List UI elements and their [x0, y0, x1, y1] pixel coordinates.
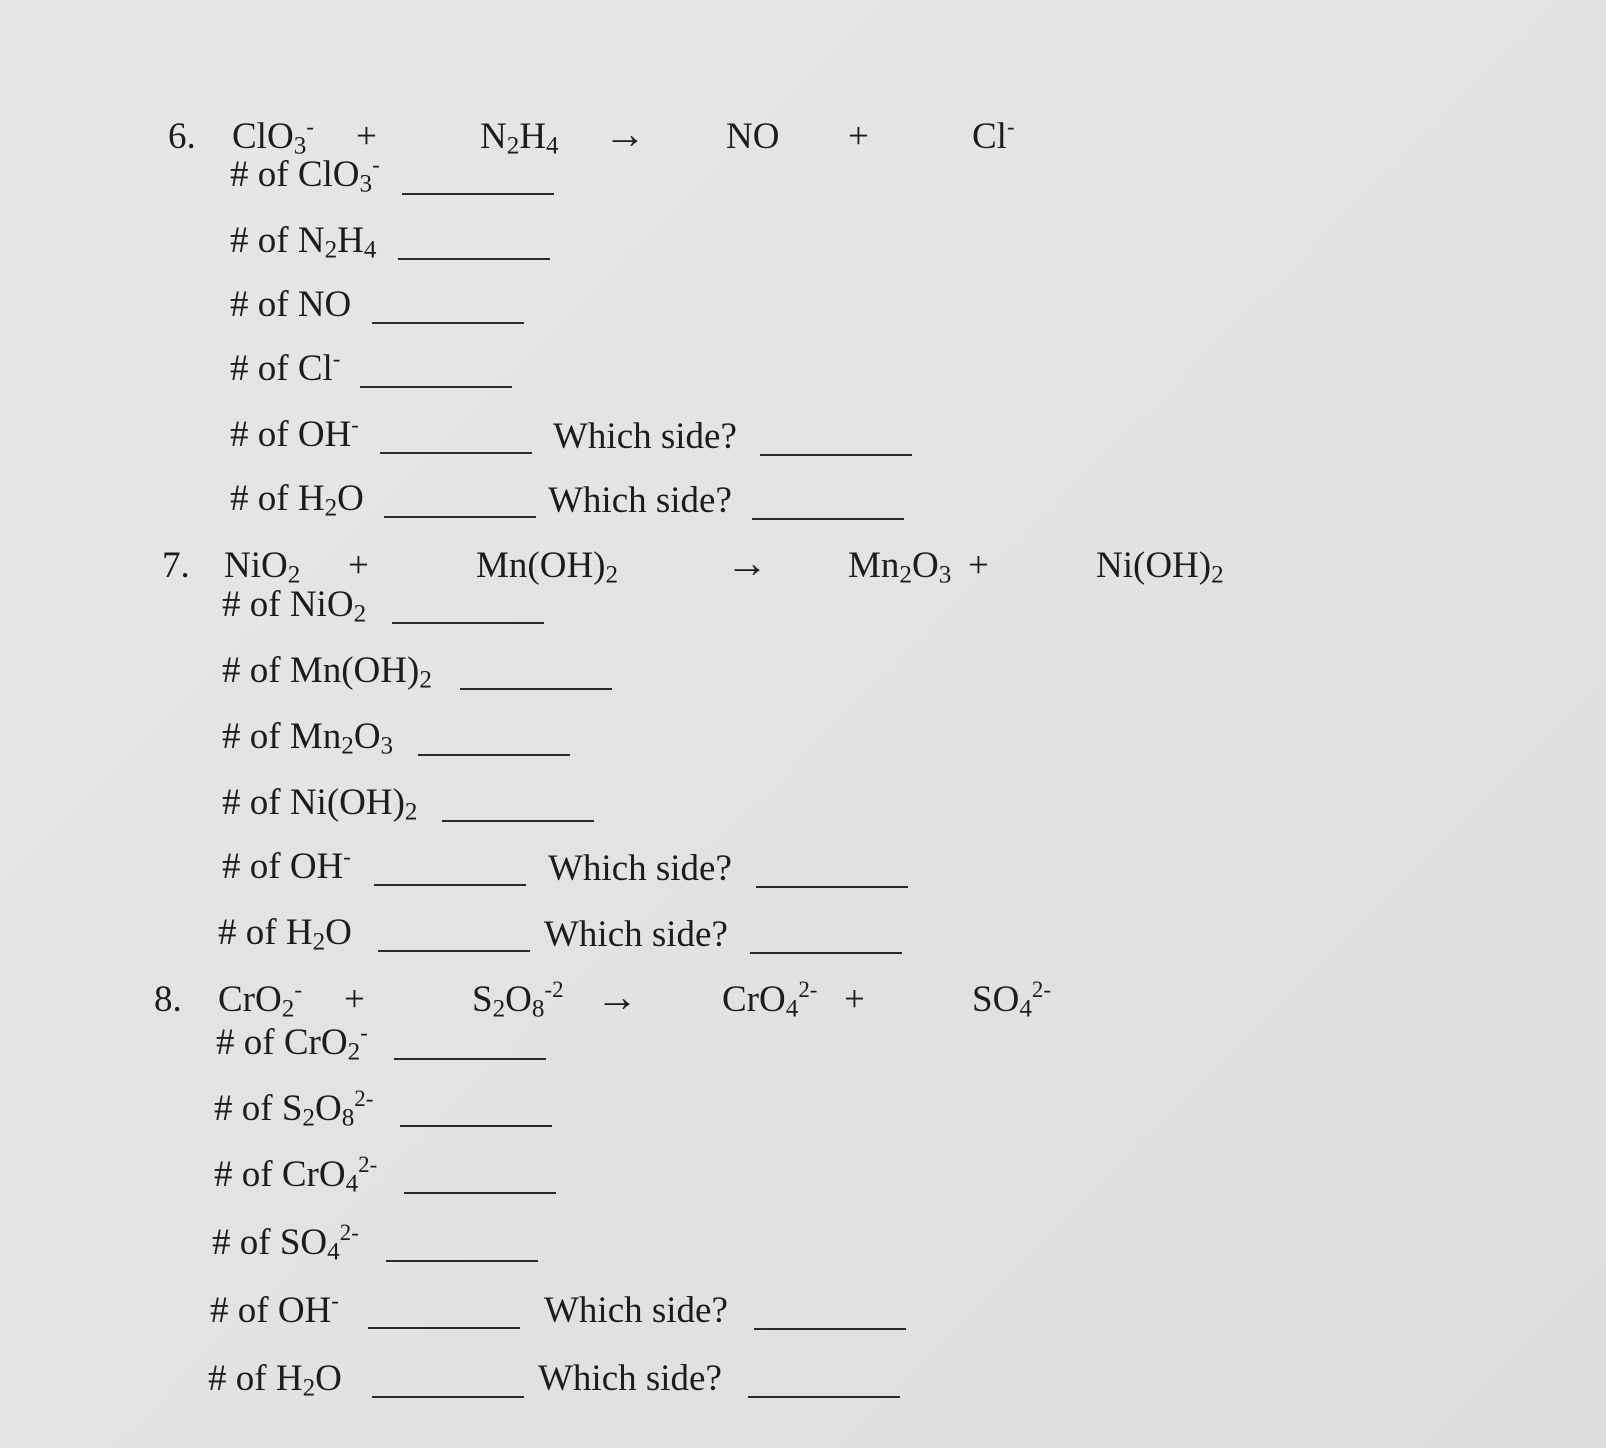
problem-number: 7.: [162, 545, 190, 586]
answer-blank-nio2[interactable]: [392, 622, 544, 624]
product-1: $Mn_2O_3$: [848, 545, 952, 589]
answer-blank-oh[interactable]: [368, 1327, 520, 1329]
answer-blank-no[interactable]: [372, 322, 524, 324]
count-label-h2o: # of $H_2O$: [230, 478, 364, 522]
product-2: $SO_4^{2-}$: [972, 976, 1051, 1023]
answer-blank-h2o[interactable]: [372, 1396, 524, 1398]
answer-blank-clo3[interactable]: [402, 193, 554, 195]
count-label-oh: # of OH-: [230, 411, 359, 455]
reaction-arrow: →: [596, 975, 638, 1021]
plus-sign: +: [844, 979, 865, 1020]
count-label-oh: # of OH-: [222, 843, 351, 887]
reaction-arrow: →: [726, 541, 768, 587]
which-side-label: Which side?: [553, 416, 737, 457]
count-label-s2o8: # of $S_2O_8^{2-}$: [214, 1085, 374, 1132]
which-side-label: Which side?: [538, 1358, 722, 1399]
plus-sign: +: [356, 116, 377, 157]
problem-number: 8.: [154, 979, 182, 1020]
answer-blank-s2o8[interactable]: [400, 1125, 552, 1127]
answer-blank-oh[interactable]: [374, 884, 526, 886]
answer-blank-so4[interactable]: [386, 1260, 538, 1262]
count-label-nio2: # of NiO$_2$: [222, 584, 367, 628]
answer-blank-h2o[interactable]: [378, 950, 530, 952]
count-label-so4: # of $SO_4^{2-}$: [212, 1219, 359, 1266]
answer-blank-cro4[interactable]: [404, 1192, 556, 1194]
side-blank-oh[interactable]: [754, 1328, 906, 1330]
plus-sign: +: [348, 545, 369, 586]
reactant-1: NiO$_2$: [224, 545, 301, 589]
side-blank-oh[interactable]: [760, 454, 912, 456]
plus-sign: +: [344, 979, 365, 1020]
answer-blank-mn2o3[interactable]: [418, 754, 570, 756]
reactant-1: CrO$_2$-: [218, 976, 302, 1023]
problem-number: 6.: [168, 116, 196, 157]
which-side-label: Which side?: [544, 914, 728, 955]
count-label-no: # of NO: [230, 284, 352, 325]
count-label-cro4: # of CrO$_4^{2-}$: [214, 1151, 378, 1198]
reactant-2: $Mn(OH)_2$: [476, 545, 619, 589]
plus-sign: +: [848, 116, 869, 157]
count-label-mnoh2: # of $Mn(OH)_2$: [222, 650, 432, 694]
count-label-h2o: # of $H_2O$: [218, 912, 352, 956]
side-blank-h2o[interactable]: [750, 952, 902, 954]
plus-sign: +: [968, 545, 989, 586]
answer-blank-cl[interactable]: [360, 386, 512, 388]
count-label-mn2o3: # of $Mn_2O_3$: [222, 716, 394, 760]
count-label-clo3: # of ClO$_3$-: [230, 151, 380, 198]
which-side-label: Which side?: [548, 480, 732, 521]
side-blank-h2o[interactable]: [748, 1396, 900, 1398]
reactant-2: $N_2H_4$: [480, 116, 559, 160]
side-blank-h2o[interactable]: [752, 518, 904, 520]
product-2: Cl-: [972, 113, 1015, 157]
reactant-1: ClO$_3$-: [232, 113, 314, 160]
count-label-nioh2: # of $Ni(OH)_2$: [222, 782, 418, 826]
product-1: NO: [726, 116, 780, 157]
count-label-cro2: # of CrO$_2$-: [216, 1019, 368, 1066]
product-1: CrO$_4^{2-}$: [722, 976, 818, 1023]
count-label-oh: # of OH-: [210, 1287, 339, 1331]
answer-blank-h2o[interactable]: [384, 516, 536, 518]
answer-blank-nioh2[interactable]: [442, 820, 594, 822]
reaction-arrow: →: [604, 112, 646, 158]
answer-blank-oh[interactable]: [380, 452, 532, 454]
count-label-cl: # of Cl-: [230, 345, 341, 389]
answer-blank-mnoh2[interactable]: [460, 688, 612, 690]
product-2: $Ni(OH)_2$: [1096, 545, 1224, 589]
count-label-n2h4: # of $N_2H_4$: [230, 220, 377, 264]
which-side-label: Which side?: [548, 848, 732, 889]
count-label-h2o: # of $H_2O$: [208, 1358, 342, 1402]
which-side-label: Which side?: [544, 1290, 728, 1331]
side-blank-oh[interactable]: [756, 886, 908, 888]
reactant-2: $S_2O_8^{-2}$: [472, 976, 564, 1023]
answer-blank-n2h4[interactable]: [398, 258, 550, 260]
answer-blank-cro2[interactable]: [394, 1058, 546, 1060]
